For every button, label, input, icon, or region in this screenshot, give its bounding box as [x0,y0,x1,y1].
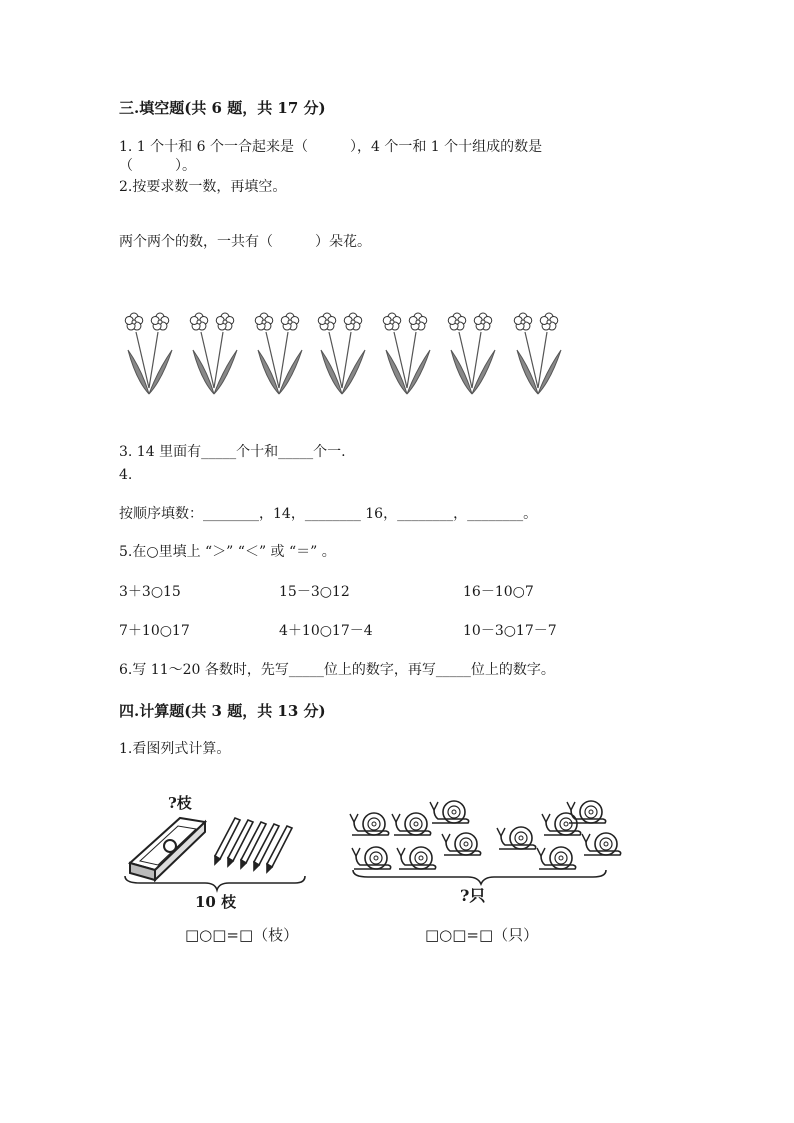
q5-item-6: 10－3○17－7 [463,623,557,639]
q1-line2: （ ）。 [119,158,196,174]
q1-line1: 1. 1 个十和 6 个一合起来是（ ），4 个一和 1 个十组成的数是 [119,139,543,155]
q5-item-5: 4＋10○17－4 [279,623,373,639]
left-formula[interactable]: □○□=□（枝） [185,926,299,944]
q3-text: 3. 14 里面有_____个十和_____个一. [119,444,346,460]
q2-label: 2.按要求数一数，再填空。 [119,179,287,195]
snail-icon [580,828,624,860]
q5-item-3: 16－10○7 [463,584,534,600]
snail-icon [565,796,609,828]
q4-text: 按顺序填数：________，14，________ 16，________，________。 [119,506,538,522]
q6-text: 6.写 11～20 各数时，先写_____位上的数字，再写_____位上的数字。 [119,662,555,678]
flower-icon [120,306,180,398]
snails-bottom-label: ?只 [460,886,486,905]
s4-q1-label: 1.看图列式计算。 [119,741,231,757]
q5-item-1: 3＋3○15 [119,584,181,600]
flower-icon [509,306,569,398]
snail-brace-icon [348,868,618,888]
q2-instruction: 两个两个的数，一共有（ ）朵花。 [119,234,371,250]
q4-label: 4. [119,467,133,483]
snail-icon [348,808,392,840]
snail-icon [428,796,472,828]
flower-icon [378,306,438,398]
book-icon [130,818,205,880]
snail-icon [440,828,484,860]
flower-icon [185,306,245,398]
flower-icon [443,306,503,398]
q5-label: 5.在○里填上 “＞” “＜” 或 “＝” 。 [119,544,336,560]
pencils-bottom-label: 10 枝 [195,893,237,911]
pencils-icon [215,818,292,872]
flower-icon [313,306,373,398]
flower-icon [250,306,310,398]
right-formula[interactable]: □○□=□（只） [425,926,539,944]
section-4-title: 四.计算题(共 3 题，共 13 分) [119,702,326,720]
pencils-top-label: ?枝 [168,794,192,812]
q5-item-4: 7＋10○17 [119,623,190,639]
snail-icon [495,822,539,854]
q5-item-2: 15－3○12 [279,584,350,600]
section-3-title: 三.填空题(共 6 题，共 17 分) [119,99,326,117]
